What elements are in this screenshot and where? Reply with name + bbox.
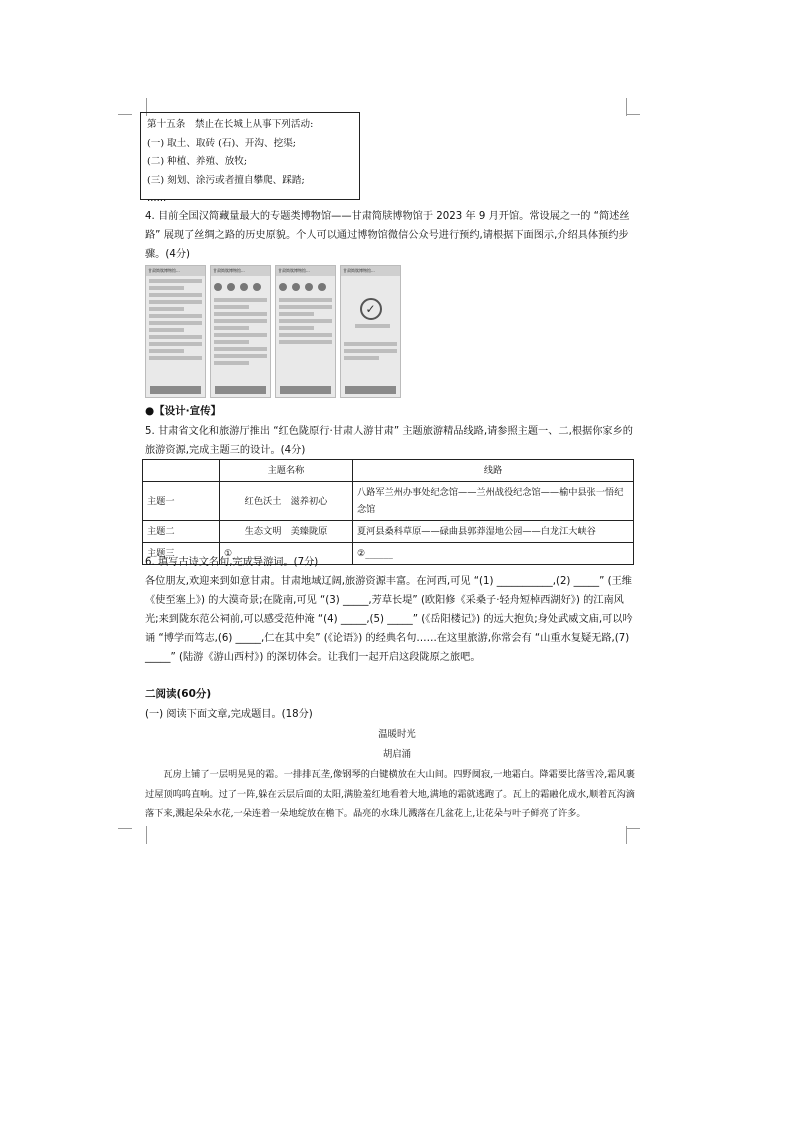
screen-title: 甘肃简牍博物馆... — [146, 266, 205, 276]
question-6-body: 各位朋友,欢迎来到如意甘肃。甘肃地域辽阔,旅游资源丰富。在河西,可见 “(1) ___________,(2) _____” (王维《使至塞上》) 的大漠奇景;在陇南,可见 “(3) _____,芳草长堤” (欧阳修《采桑子·轻舟短棹西湖好》) 的江南风光;来到陇东范公祠前,可以感受范仲淹 “(4) _____,(5) _____” (《岳阳楼记》) 的远大抱负;身处武威文庙,可以吟诵 “博学而笃志,(6) _____,仁在其中矣” (《论语》) 的经典名句……在这里旅游,你常会有 “山重水复疑无路,(7) _____” (陆游《游山西村》) 的深切体会。让我们一起开启这段陇原之旅吧。 — [145, 576, 633, 663]
law-line: …… — [147, 193, 167, 204]
law-excerpt-box — [140, 112, 360, 204]
part-2-heading: 二阅读(60分) — [145, 688, 212, 700]
table-header-row — [143, 460, 634, 482]
screenshot-step-2 — [210, 265, 271, 398]
screenshot-step-3 — [275, 265, 336, 398]
crop-mark — [626, 828, 640, 829]
question-6 — [145, 553, 635, 667]
article-author: 胡启涌 — [382, 749, 412, 760]
table-cell: 红色沃土 滋养初心 — [220, 482, 353, 521]
question-4 — [145, 207, 635, 264]
screenshot-step-4 — [340, 265, 401, 398]
table-cell: 生态文明 美臻陇原 — [220, 521, 353, 543]
screenshot-step-1 — [145, 265, 206, 398]
law-line: 第十五条 禁止在长城上从事下列活动: — [147, 119, 314, 130]
crop-mark — [626, 114, 640, 115]
table-row — [143, 521, 634, 543]
crop-mark — [118, 114, 132, 115]
done-button — [345, 386, 396, 394]
table-cell: 主题二 — [143, 521, 220, 543]
next-button — [150, 386, 201, 394]
article-paragraph: 瓦房上铺了一层明晃晃的霜。一排排瓦垄,像钢琴的白键横放在大山间。四野阒寂,一地霜白。降霜要比落雪冷,霜风裹过屋顶呜呜直响。过了一阵,躲在云层后面的太阳,满脸羞红地看着大地,满地的霜就逃跑了。瓦上的霜融化成水,顺着瓦沟滴落下来,溅起朵朵水花,一朵连着一朵地绽放在檐下。晶亮的水珠儿溅落在几盆花上,让花朵与叶子鲜亮了许多。 — [145, 769, 635, 819]
crop-mark — [132, 826, 147, 844]
answer-blank-1: ①______ — [220, 543, 353, 565]
table-row — [143, 482, 634, 521]
article-title: 温暖时光 — [378, 729, 416, 740]
table-header: 线路 — [353, 460, 634, 482]
part-2-subheading: (一) 阅读下面文章,完成题目。(18分) — [145, 709, 313, 720]
law-line: (一) 取土、取砖 (石)、开沟、挖渠; — [147, 137, 297, 149]
submit-button — [280, 386, 331, 394]
answer-blank-2: ②______ — [353, 543, 634, 565]
table-cell: 夏河县桑科草原——碌曲县郭莽湿地公园——白龙江大峡谷 — [353, 521, 634, 543]
table-cell: 主题三 — [143, 543, 220, 565]
crop-mark — [118, 828, 132, 829]
table-header: 主题名称 — [220, 460, 353, 482]
next-button — [215, 386, 266, 394]
section-heading-design: ●【设计·宣传】 — [145, 405, 222, 417]
theme-route-table — [142, 459, 634, 565]
screen-title: 甘肃简牍博物馆... — [276, 266, 335, 276]
question-5-text: 5. 甘肃省文化和旅游厅推出 “红色陇原行·甘肃人游甘肃” 主题旅游精品线路,请参照主题一、二,根据你家乡的旅游资源,完成主题三的设计。(4分) — [145, 426, 633, 456]
law-line: (二) 种植、养殖、放牧; — [147, 156, 248, 167]
reservation-screenshots — [145, 265, 403, 398]
table-cell: 主题一 — [143, 482, 220, 521]
law-line: (三) 刻划、涂污或者擅自攀爬、踩踏; — [147, 174, 305, 186]
table-header — [143, 460, 220, 482]
screen-title: 甘肃简牍博物馆... — [341, 266, 400, 276]
table-cell: 八路军兰州办事处纪念馆——兰州战役纪念馆——榆中县张一悟纪念馆 — [353, 482, 634, 521]
question-6-title: 6. 填写古诗文名句,完成导游词。(7分) — [145, 557, 319, 568]
screen-title: 甘肃简牍博物馆... — [211, 266, 270, 276]
question-4-text: 4. 目前全国汉简藏量最大的专题类博物馆——甘肃简牍博物馆于 2023 年 9 月开馆。常设展之一的 “简述丝路” 展现了丝绸之路的历史原貌。个人可以通过博物馆微信公众号进行预约,请根据下面图示,介绍具体预约步骤。(4分) — [145, 211, 630, 260]
question-5 — [145, 422, 635, 460]
check-icon: ✓ — [360, 298, 382, 320]
